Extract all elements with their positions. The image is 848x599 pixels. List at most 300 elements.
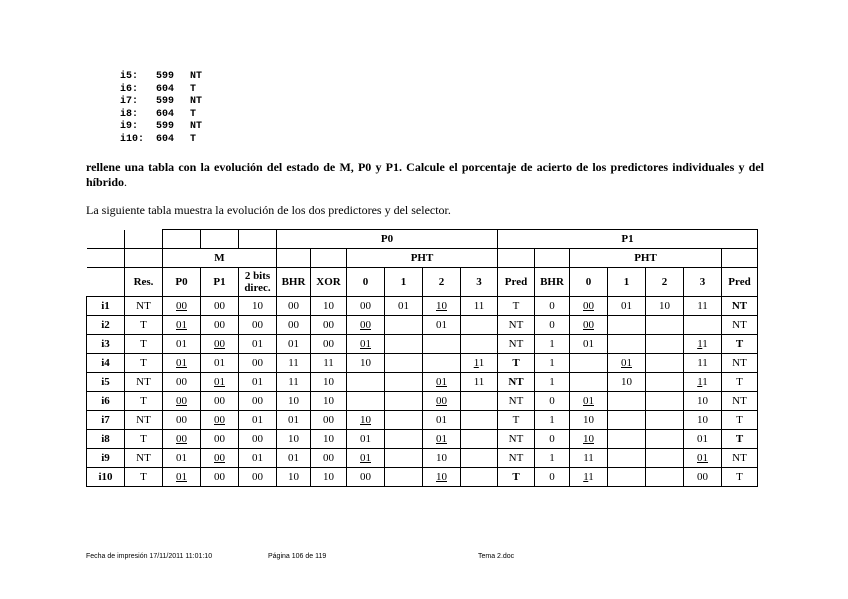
trace-id: i6: bbox=[120, 83, 139, 95]
table-cell bbox=[423, 430, 461, 449]
row-label: i6 bbox=[87, 392, 125, 411]
row-label: i5 bbox=[87, 373, 125, 392]
cell-value: 00 bbox=[583, 319, 594, 331]
cell-value: 01 bbox=[697, 452, 708, 464]
row-label: i10 bbox=[87, 468, 125, 487]
column-header: Res. bbox=[125, 268, 163, 297]
table-cell bbox=[461, 411, 498, 430]
cell-value: T bbox=[736, 471, 743, 483]
table-cell bbox=[608, 411, 646, 430]
underlined-bit: 1 bbox=[697, 376, 703, 388]
trace-line bbox=[120, 71, 202, 84]
table-cell bbox=[385, 411, 423, 430]
table-cell bbox=[277, 335, 311, 354]
table-row bbox=[87, 449, 758, 468]
table-cell bbox=[498, 354, 535, 373]
table-cell bbox=[239, 411, 277, 430]
trace-line bbox=[120, 84, 202, 97]
cell-value: 01 bbox=[436, 414, 447, 426]
trace-addr: 604 bbox=[156, 108, 175, 120]
table-cell bbox=[722, 392, 758, 411]
underlined-bit: 1 bbox=[697, 338, 703, 350]
table-cell bbox=[722, 335, 758, 354]
cell-value: T bbox=[736, 376, 743, 388]
table-cell bbox=[277, 316, 311, 335]
cell-value: 00 bbox=[360, 471, 371, 483]
table-cell bbox=[535, 449, 570, 468]
cell-value: NT bbox=[732, 395, 747, 407]
cell-value: 01 bbox=[176, 357, 187, 369]
cell-value: 10 bbox=[436, 471, 447, 483]
cell-value: 01 bbox=[436, 376, 447, 388]
table-cell bbox=[498, 392, 535, 411]
column-header: Pred bbox=[722, 268, 758, 297]
cell-value: 00 bbox=[252, 471, 263, 483]
cell-value: 01 bbox=[583, 395, 594, 407]
table-cell bbox=[423, 392, 461, 411]
table-cell bbox=[570, 316, 608, 335]
trace-id: i8: bbox=[120, 108, 139, 120]
row-label: i9 bbox=[87, 449, 125, 468]
table-cell bbox=[570, 430, 608, 449]
cell-value: T bbox=[140, 395, 147, 407]
table-cell bbox=[125, 316, 163, 335]
trace-line bbox=[120, 121, 202, 134]
table-cell bbox=[163, 430, 201, 449]
cell-value: 1 bbox=[549, 452, 555, 464]
table-cell bbox=[347, 392, 385, 411]
cell-value: 00 bbox=[214, 452, 225, 464]
exercise-instruction: rellene una tabla con la evolución del estado de M, P0 y P1. Calcule el porcentaje de acierto de los predictores individuales y del híbrido. bbox=[86, 160, 764, 189]
table-cell bbox=[311, 335, 347, 354]
table-cell bbox=[535, 316, 570, 335]
cell-value: 00 bbox=[176, 433, 187, 445]
table-cell bbox=[646, 335, 684, 354]
cell-value: 10 bbox=[659, 300, 670, 312]
cell-value: 00 bbox=[323, 452, 334, 464]
cell-value: 10 bbox=[583, 433, 594, 445]
table-cell bbox=[423, 449, 461, 468]
cell-value: T bbox=[512, 414, 520, 426]
cell-value: 0 bbox=[549, 395, 555, 407]
table-cell bbox=[311, 297, 347, 316]
column-header: 3 bbox=[684, 268, 722, 297]
table-cell bbox=[570, 449, 608, 468]
trace-line bbox=[120, 134, 202, 147]
table-cell bbox=[347, 316, 385, 335]
cell-value: NT bbox=[508, 376, 524, 388]
cell-value: 00 bbox=[214, 300, 225, 312]
cell-value: 00 bbox=[252, 357, 263, 369]
cell-value: 0 bbox=[549, 300, 555, 312]
table-cell bbox=[277, 468, 311, 487]
trace-out: NT bbox=[190, 71, 203, 82]
table-cell bbox=[201, 335, 239, 354]
table-cell bbox=[646, 297, 684, 316]
table-cell bbox=[385, 449, 423, 468]
table-cell bbox=[722, 316, 758, 335]
table-cell bbox=[385, 430, 423, 449]
cell-value: NT bbox=[136, 300, 151, 312]
cell-value: NT bbox=[136, 414, 151, 426]
table-row bbox=[87, 335, 758, 354]
table-cell bbox=[498, 373, 535, 392]
table-cell bbox=[201, 411, 239, 430]
cell-value: 11 bbox=[697, 357, 708, 369]
table-cell bbox=[684, 354, 722, 373]
document-name: Tema 2.doc bbox=[478, 553, 515, 560]
table-cell bbox=[125, 430, 163, 449]
cell-value: 00 bbox=[214, 414, 225, 426]
cell-rest: 1 bbox=[478, 357, 485, 369]
trace-out: T bbox=[190, 133, 197, 145]
table-cell bbox=[608, 316, 646, 335]
cell-value: 00 bbox=[176, 376, 187, 388]
cell-value: 01 bbox=[621, 357, 632, 369]
column-header: XOR bbox=[311, 268, 347, 297]
trace-line bbox=[120, 96, 202, 109]
row-label: i4 bbox=[87, 354, 125, 373]
table-cell bbox=[163, 316, 201, 335]
cell-value: NT bbox=[732, 452, 747, 464]
cell-value: T bbox=[140, 319, 147, 331]
table-cell bbox=[498, 335, 535, 354]
table-row bbox=[87, 411, 758, 430]
table-cell bbox=[498, 316, 535, 335]
cell-value: 10 bbox=[323, 395, 334, 407]
cell-value: NT bbox=[136, 452, 151, 464]
header-row-3 bbox=[87, 268, 758, 297]
table-cell bbox=[277, 354, 311, 373]
table-cell bbox=[311, 449, 347, 468]
column-header: BHR bbox=[535, 268, 570, 297]
cell-value: T bbox=[736, 414, 743, 426]
table-cell bbox=[201, 297, 239, 316]
cell-value: 00 bbox=[214, 319, 225, 331]
table-cell bbox=[163, 373, 201, 392]
table-cell bbox=[423, 335, 461, 354]
cell-value: 01 bbox=[288, 338, 299, 350]
cell-value: T bbox=[735, 338, 744, 350]
cell-value: 10 bbox=[436, 452, 447, 464]
table-cell bbox=[461, 335, 498, 354]
table-cell bbox=[570, 373, 608, 392]
table-cell bbox=[201, 316, 239, 335]
header-row-2 bbox=[87, 249, 758, 268]
cell-value: 00 bbox=[583, 300, 594, 312]
header-p0-pht: PHT bbox=[347, 249, 498, 268]
cell-value: 11 bbox=[473, 300, 485, 312]
cell-value: NT bbox=[508, 433, 524, 445]
table-cell bbox=[311, 411, 347, 430]
trace-line bbox=[120, 109, 202, 122]
table-cell bbox=[125, 411, 163, 430]
cell-value: 01 bbox=[252, 414, 263, 426]
cell-value: 01 bbox=[252, 376, 263, 388]
table-row bbox=[87, 373, 758, 392]
cell-value: 11 bbox=[288, 357, 299, 369]
table-cell bbox=[239, 430, 277, 449]
table-cell bbox=[535, 468, 570, 487]
cell-value: 10 bbox=[288, 433, 299, 445]
cell-value: 00 bbox=[214, 338, 225, 350]
table-cell bbox=[646, 430, 684, 449]
trace-id: i5: bbox=[120, 71, 139, 82]
table-cell bbox=[608, 297, 646, 316]
table-cell bbox=[461, 430, 498, 449]
table-cell bbox=[125, 297, 163, 316]
cell-value: 10 bbox=[252, 300, 263, 312]
table-cell bbox=[347, 468, 385, 487]
table-cell bbox=[347, 335, 385, 354]
table-cell bbox=[608, 335, 646, 354]
cell-rest: 1 bbox=[702, 376, 708, 388]
row-label: i3 bbox=[87, 335, 125, 354]
cell-value: 1 bbox=[549, 414, 555, 426]
table-cell bbox=[722, 373, 758, 392]
cell-value: NT bbox=[732, 357, 747, 369]
table-cell bbox=[722, 411, 758, 430]
cell-value: 00 bbox=[360, 300, 371, 312]
table-cell bbox=[423, 297, 461, 316]
cell-value: 01 bbox=[288, 452, 299, 464]
trace-id: i9: bbox=[120, 121, 139, 133]
table-cell bbox=[535, 335, 570, 354]
cell-value: 10 bbox=[697, 395, 708, 407]
cell-value: 01 bbox=[398, 300, 409, 312]
table-cell bbox=[163, 354, 201, 373]
print-date: Fecha de impresión 17/11/2011 11:01:10 bbox=[86, 553, 213, 560]
table-cell bbox=[201, 373, 239, 392]
table-intro: La siguiente tabla muestra la evolución de los dos predictores y del selector. bbox=[86, 203, 451, 217]
cell-value: T bbox=[512, 300, 520, 312]
table-cell bbox=[646, 392, 684, 411]
row-label: i8 bbox=[87, 430, 125, 449]
trace-out: T bbox=[190, 83, 197, 95]
table-cell bbox=[646, 354, 684, 373]
cell-value: 00 bbox=[252, 395, 263, 407]
cell-value: T bbox=[512, 471, 520, 483]
column-header: BHR bbox=[277, 268, 311, 297]
table-cell bbox=[125, 468, 163, 487]
cell-value: 00 bbox=[697, 471, 708, 483]
column-header: P0 bbox=[163, 268, 201, 297]
header-m: M bbox=[163, 249, 277, 268]
predictor-table bbox=[86, 229, 758, 487]
cell-value: 11 bbox=[323, 357, 334, 369]
underlined-bit: 1 bbox=[583, 471, 589, 483]
cell-value: 00 bbox=[252, 433, 263, 445]
table-cell bbox=[646, 449, 684, 468]
trace-out: NT bbox=[190, 121, 203, 133]
column-header: P1 bbox=[201, 268, 239, 297]
table-cell bbox=[277, 392, 311, 411]
table-cell bbox=[347, 411, 385, 430]
table-cell bbox=[498, 297, 535, 316]
table-cell bbox=[684, 316, 722, 335]
table-cell bbox=[277, 411, 311, 430]
table-cell bbox=[347, 354, 385, 373]
table-cell bbox=[608, 392, 646, 411]
table-cell bbox=[163, 449, 201, 468]
cell-value: T bbox=[140, 471, 147, 483]
table-cell bbox=[461, 392, 498, 411]
cell-value: NT bbox=[731, 300, 748, 312]
cell-value: 00 bbox=[214, 471, 225, 483]
cell-value: 01 bbox=[360, 452, 371, 464]
table-cell bbox=[125, 354, 163, 373]
cell-value: T bbox=[512, 357, 520, 369]
trace-id: i7: bbox=[120, 96, 139, 108]
cell-value: NT bbox=[508, 338, 524, 350]
table-cell bbox=[385, 373, 423, 392]
underlined-bit: 1 bbox=[473, 357, 479, 369]
column-header: 1 bbox=[608, 268, 646, 297]
cell-value: 01 bbox=[176, 452, 187, 464]
table-cell bbox=[277, 449, 311, 468]
table-cell bbox=[646, 373, 684, 392]
table-cell bbox=[239, 316, 277, 335]
trace-addr: 599 bbox=[156, 96, 175, 108]
cell-value: 00 bbox=[176, 414, 187, 426]
cell-value: 00 bbox=[323, 338, 334, 350]
table-cell bbox=[684, 297, 722, 316]
cell-rest: 1 bbox=[588, 471, 594, 483]
cell-value: 01 bbox=[176, 471, 187, 483]
table-cell bbox=[684, 430, 722, 449]
table-cell bbox=[535, 411, 570, 430]
table-cell bbox=[570, 335, 608, 354]
table-cell bbox=[570, 354, 608, 373]
table-cell bbox=[163, 468, 201, 487]
table-cell bbox=[385, 392, 423, 411]
cell-value: 01 bbox=[176, 338, 187, 350]
table-cell bbox=[608, 468, 646, 487]
trace-addr: 599 bbox=[156, 121, 175, 133]
header-p1-pht: PHT bbox=[570, 249, 722, 268]
table-row bbox=[87, 316, 758, 335]
table-cell bbox=[684, 411, 722, 430]
column-header: 1 bbox=[385, 268, 423, 297]
cell-value: 01 bbox=[252, 452, 263, 464]
table-cell bbox=[608, 449, 646, 468]
table-cell bbox=[684, 392, 722, 411]
table-cell bbox=[684, 373, 722, 392]
table-cell bbox=[125, 373, 163, 392]
cell-value: 10 bbox=[323, 433, 334, 445]
table-cell bbox=[347, 449, 385, 468]
cell-value: 10 bbox=[583, 414, 594, 426]
table-cell bbox=[239, 297, 277, 316]
table-cell bbox=[461, 449, 498, 468]
column-header: 2 bbox=[423, 268, 461, 297]
table-cell bbox=[461, 354, 498, 373]
table-cell bbox=[461, 373, 498, 392]
cell-value: 01 bbox=[360, 338, 371, 350]
cell-value: 00 bbox=[214, 395, 225, 407]
table-row bbox=[87, 468, 758, 487]
cell-value: 01 bbox=[697, 433, 708, 445]
table-cell bbox=[385, 335, 423, 354]
table-cell bbox=[163, 335, 201, 354]
table-cell bbox=[646, 468, 684, 487]
row-label: i1 bbox=[87, 297, 125, 316]
table-cell bbox=[347, 297, 385, 316]
table-cell bbox=[163, 297, 201, 316]
table-cell bbox=[498, 411, 535, 430]
row-label: i7 bbox=[87, 411, 125, 430]
column-header: 0 bbox=[347, 268, 385, 297]
table-cell bbox=[423, 468, 461, 487]
table-cell bbox=[570, 297, 608, 316]
table-cell bbox=[646, 316, 684, 335]
cell-value: 0 bbox=[549, 433, 555, 445]
cell-value: 01 bbox=[360, 433, 371, 445]
table-row bbox=[87, 354, 758, 373]
table-row bbox=[87, 430, 758, 449]
cell-value: 00 bbox=[214, 433, 225, 445]
cell-value: 01 bbox=[436, 433, 447, 445]
cell-value: 10 bbox=[621, 376, 632, 388]
table-cell bbox=[239, 335, 277, 354]
table-cell bbox=[608, 430, 646, 449]
cell-value: 0 bbox=[549, 319, 555, 331]
table-cell bbox=[535, 354, 570, 373]
table-cell bbox=[201, 430, 239, 449]
table-cell bbox=[163, 411, 201, 430]
table-cell bbox=[684, 468, 722, 487]
cell-value: 01 bbox=[176, 319, 187, 331]
cell-value: NT bbox=[508, 319, 524, 331]
column-header: 2 bits direc. bbox=[239, 268, 277, 297]
cell-value: 01 bbox=[214, 357, 225, 369]
trace-addr: 604 bbox=[156, 83, 175, 95]
table-cell bbox=[535, 373, 570, 392]
cell-value: 00 bbox=[288, 300, 299, 312]
table-cell bbox=[201, 354, 239, 373]
table-cell bbox=[498, 449, 535, 468]
cell-value: NT bbox=[508, 452, 524, 464]
cell-value: 01 bbox=[214, 376, 225, 388]
table-row bbox=[87, 297, 758, 316]
cell-value: T bbox=[140, 357, 147, 369]
cell-value: 10 bbox=[288, 471, 299, 483]
cell-value: 1 bbox=[549, 338, 555, 350]
cell-value: 11 bbox=[697, 300, 708, 312]
cell-value: 01 bbox=[583, 338, 594, 350]
column-header: Pred bbox=[498, 268, 535, 297]
table-cell bbox=[385, 354, 423, 373]
table-cell bbox=[722, 468, 758, 487]
cell-value: 1 bbox=[549, 376, 555, 388]
cell-value: 10 bbox=[323, 471, 334, 483]
table-cell bbox=[423, 411, 461, 430]
table-cell bbox=[722, 297, 758, 316]
table-cell bbox=[125, 449, 163, 468]
table-cell bbox=[277, 297, 311, 316]
table-cell bbox=[347, 430, 385, 449]
table-cell bbox=[684, 335, 722, 354]
table-cell bbox=[423, 316, 461, 335]
cell-value: T bbox=[140, 338, 147, 350]
trace-addr: 599 bbox=[156, 71, 175, 82]
table-cell bbox=[608, 354, 646, 373]
cell-value: 00 bbox=[176, 300, 187, 312]
table-cell bbox=[239, 373, 277, 392]
table-cell bbox=[570, 411, 608, 430]
table-cell bbox=[277, 430, 311, 449]
table-cell bbox=[461, 297, 498, 316]
